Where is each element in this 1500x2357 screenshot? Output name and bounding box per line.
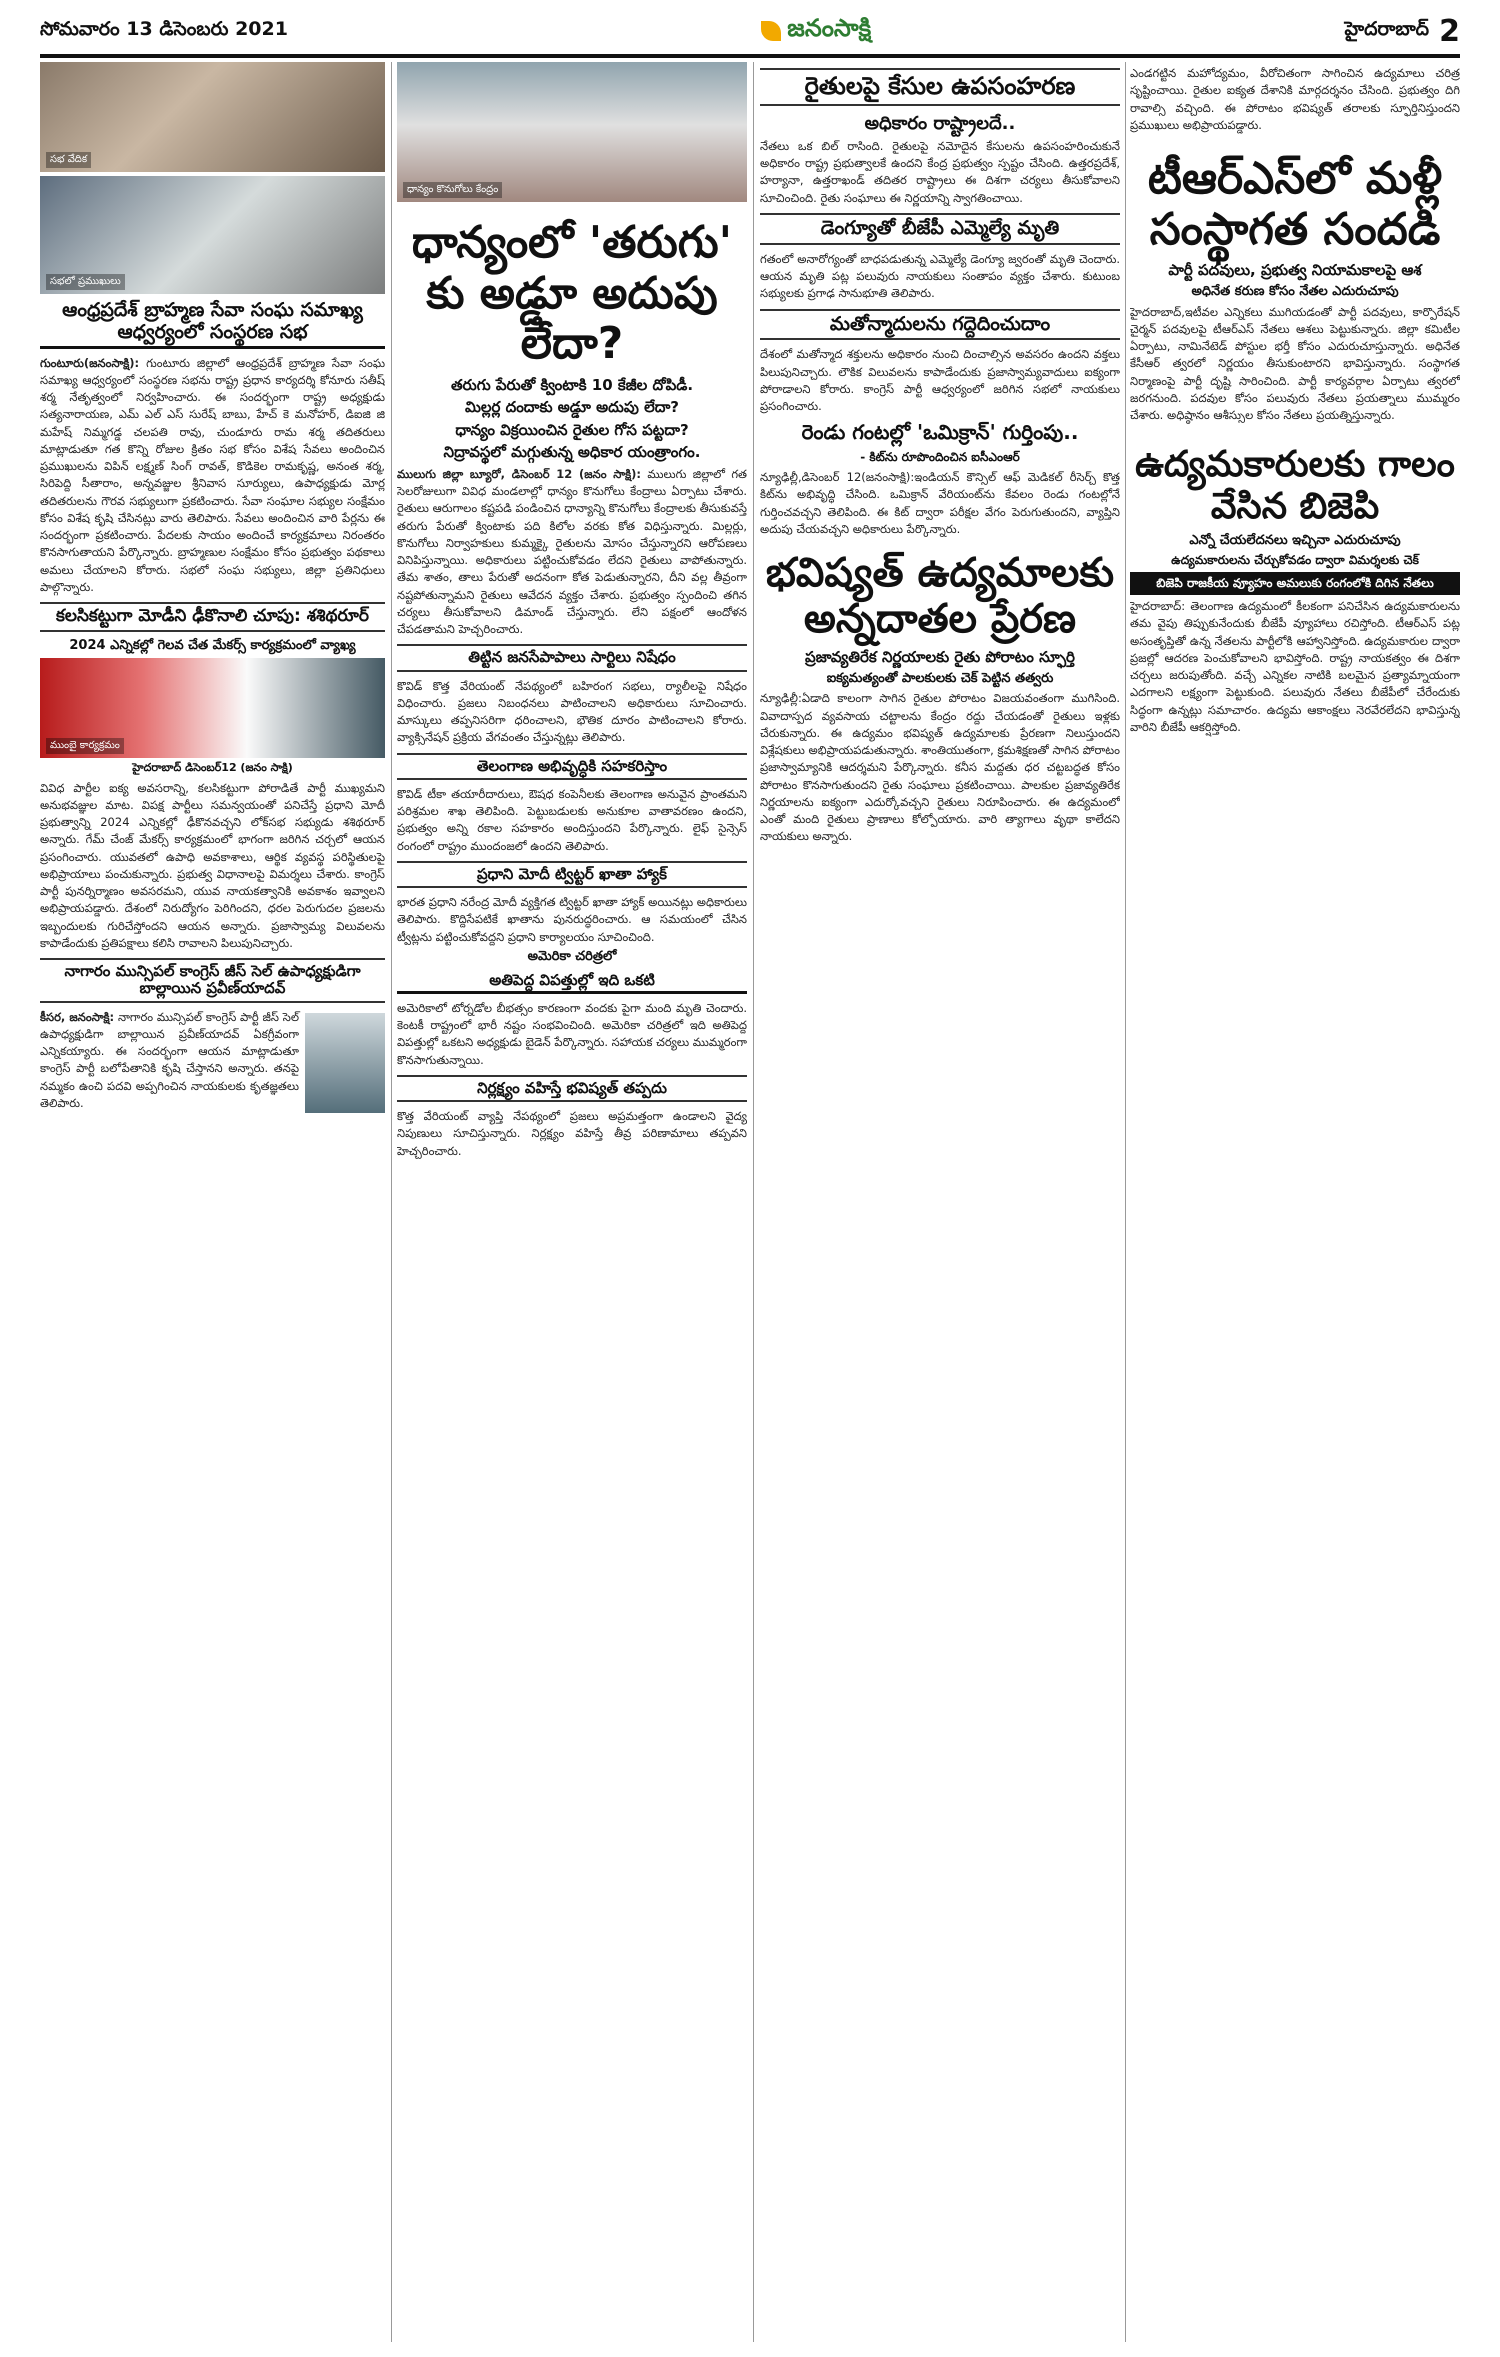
feature-headline: ఉద్యమకారులకు గాలం వేసిన బిజెపి — [1135, 444, 1455, 527]
dateline: కీసర, జనంసాక్షి: — [40, 1009, 115, 1024]
column-rule — [391, 62, 392, 2342]
lead-subhead-3: ధాన్యం విక్రయించిన రైతుల గోస పట్టదా? — [455, 420, 689, 439]
lead-headline: ధాన్యంలో 'తరుగు' కు అడ్డూ అదుపు లేదా? — [411, 217, 733, 370]
photo-event — [40, 658, 385, 758]
story-body: కొవిడ్ టీకా తయారీదారులు, ఔషధ కంపెనీలకు తెలంగాణ అనువైన ప్రాంతమని పరిశ్రమల శాఖ తెలిపింది. పెట్టుబడులకు అనుకూల వాతావరణం ఉందని, ప్రభుత్వం అన్ని రకాల సహకారం అందిస్తుందని పేర్కొన్నారు. లైఫ్ సైన్సెస్ రంగంలో రాష్ట్రం ముందంజలో ఉందని తెలిపారు. — [397, 786, 747, 853]
column-rule — [753, 62, 754, 2342]
photo-label: ముంబై కార్యక్రమం — [46, 738, 124, 754]
leaf-icon — [761, 21, 781, 41]
story-headline: ఆంధ్రప్రదేశ్ బ్రాహ్మణ సేవా సంఘ సమాఖ్య ఆధ్వర్యంలో సంస్థరణ సభ — [40, 300, 385, 349]
column-4 — [1130, 62, 1460, 2342]
story-body: హైదరాబాద్: తెలంగాణ ఉద్యమంలో కీలకంగా పనిచేసిన ఉద్యమకారులను తమ వైపు తిప్పుకునేందుకు బీజేపీ వ్యూహాలు రచిస్తోంది. టీఆర్ఎస్ పట్ల అసంతృప్తితో ఉన్న నేతలను పార్టీలోకి ఆహ్వానిస్తోంది. ఉద్యమకారుల ద్వారా ప్రజల్లో ఆదరణ పెంచుకోవాలని భావిస్తోంది. రాష్ట్ర నాయకత్వం ఈ దిశగా చర్చలు జరుపుతోంది. వచ్చే ఎన్నికల నాటికి బలమైన ప్రత్యామ్నాయంగా ఎదగాలని లక్ష్యంగా పెట్టుకుంది. పలువురు నేతలు బీజేపీలో చేరేందుకు సిద్ధంగా ఉన్నట్లు సమాచారం. ఉద్యమ ఆకాంక్షలు నెరవేరలేదని భావిస్తున్న వారిని బీజేపీ ఆకర్షిస్తోంది. — [1130, 599, 1460, 734]
column-3 — [760, 62, 1120, 2342]
story-headline: కలసికట్టుగా మోడీని ఢీకొనాలి చూపు: శశిథరూర్ — [40, 602, 385, 632]
story-headline: రెండు గంటల్లో 'ఒమిక్రాన్' గుర్తింపు.. — [801, 420, 1079, 445]
dateline: ములుగు జిల్లా బ్యూరో, డిసెంబర్ 12 (జనం సాక్షి): — [397, 466, 641, 481]
masthead — [40, 8, 1460, 58]
portrait-photo — [305, 1013, 385, 1113]
dateline: గుంటూరు(జనంసాక్షి): — [40, 355, 140, 370]
photo-label: సభ వేదిక — [46, 152, 91, 168]
feature-headline: భవిష్యత్ ఉద్యమాలకు అన్నదాతల ప్రేరణ — [765, 550, 1115, 643]
story-headline: రైతులపై కేసుల ఉపసంహరణ — [760, 68, 1120, 106]
story-body: ఎండగట్టిన మహోద్యమం, వీరోచితంగా సాగించిన ఉద్యమాలు చరిత్ర సృష్టించాయి. రైతుల ఐక్యత దేశానికి మార్గదర్శనం చేసింది. ప్రభుత్వం దిగి రావాల్సి వచ్చింది. ఈ పోరాటం భవిష్యత్ తరాలకు స్ఫూర్తినిస్తుందని ప్రముఖులు అభిప్రాయపడ్డారు. — [1130, 66, 1460, 132]
story-subhead: అధినేత కరుణ కోసం నేతల ఎదురుచూపు — [1191, 283, 1399, 299]
logo-text: జనంసాక్షి — [787, 14, 872, 42]
issue-date: సోమవారం 13 డిసెంబరు 2021 — [40, 17, 288, 40]
story-text: నాగారం మున్సిపల్ కాంగ్రెస్ పార్టీ జీస్ సెల్ ఉపాధ్యక్షుడిగా బాల్లాయిన ప్రవీణ్‌యాదవ్ ఏకగ్రీవంగా ఎన్నికయ్యారు. ఈ సందర్భంగా ఆయన మాట్లాడుతూ కాంగ్రెస్ పార్టీ బలోపేతానికి కృషి చేస్తానని అన్నారు. తనపై నమ్మకం ఉంచి పదవి అప్పగించిన నాయకులకు కృతజ్ఞతలు తెలిపారు. — [40, 1009, 299, 1110]
story-body: భారత ప్రధాని నరేంద్ర మోదీ వ్యక్తిగత ట్విట్టర్ ఖాతా హ్యాక్ అయినట్లు అధికారులు తెలిపారు. కొద్దిసేపటికే ఖాతాను పునరుద్ధరించారు. ఆ సమయంలో చేసిన ట్వీట్లను పట్టించుకోవద్దని ప్రధాని కార్యాలయం సూచించింది. — [397, 895, 747, 944]
city-name: హైదరాబాద్ — [1344, 17, 1430, 40]
story-body: దేశంలో మతోన్మాద శక్తులను అధికారం నుంచి దించాల్సిన అవసరం ఉందని వక్తలు పిలుపునిచ్చారు. లౌకిక విలువలను కాపాడేందుకు ప్రజాస్వామ్యవాదులు ఐక్యంగా పోరాడాలని కోరారు. కాంగ్రెస్ పార్టీ ఆధ్వర్యంలో జరిగిన సభలో నాయకులు ప్రసంగించారు. — [760, 347, 1120, 414]
story-subhead: ఎన్నో చేయలేదనలు ఇచ్చినా ఎదురుచూపు — [1189, 533, 1401, 549]
story-headline: తెలంగాణ అభివృద్ధికి సహకరిస్తాం — [397, 753, 747, 780]
story-headline: డెంగ్యూతో బీజేపీ ఎమ్మెల్యే మృతి — [760, 213, 1120, 245]
story-text: గుంటూరు జిల్లాలో ఆంధ్రప్రదేశ్ బ్రాహ్మణ సేవా సంఘ సమాఖ్య ఆధ్వర్యంలో సంస్థరణ సభను రాష్ట్ర ప్రధాన కార్యదర్శి కోనూరు సతీష్ శర్మ నేతృత్వంలో నిర్వహించారు. ఈ సందర్భంగా రాష్ట్ర అధ్యక్షుడు సత్యనారాయణ, ఎమ్ ఎల్ ఎస్ సురేష్ బాబు, హేచ్ కె మనోహర్, డిఐజి జి మహేష్ నిమ్మగడ్డ చలపతి రావు, చుండూరు రామ శర్మ తదితరులు మాట్లాడుతూ గత కొన్ని రోజుల క్రితం సభ కోసం విశేష సేవలు అందించిన ప్రముఖులను విపిన్ లక్ష్మణ్ సింగ్ రావత్, కొడికెల రామకృష్ణ, అనంత శర్మ, సిరిపెద్ది సీతారాం, అన్నవజ్జుల శ్రీనివాస సూర్యులు, ఉపాధ్యక్షుడు మోర్ల తదితరులను గౌరవ సభ్యులుగా ప్రకటించారు. సేవా సంఘాల సభ్యుల సంక్షేమం కోసం విశేష కృషి చేసినట్లు వారు తెలిపారు. సేవలు అందించిన వారి పేర్లను ఈ సందర్భంగా ప్రకటించారు. పేదలకు సాయం అందించే కార్యక్రమాలు నిరంతరం కొనసాగుతాయని పేర్కొన్నారు. బ్రాహ్మణుల సంక్షేమం కోసం ప్రభుత్వం పథకాలు అమలు చేయాలని కోరారు. సభలో సంఘ సభ్యులు, జిల్లా ప్రతినిధులు పాల్గొన్నారు. — [40, 355, 385, 594]
lead-subhead-1: తరుగు పేరుతో క్వింటాకి 10 కేజీల దోపిడీ. — [450, 375, 694, 394]
story-body: నేతలు ఒక బిల్ రాసింది. రైతులపై నమోదైన కేసులను ఉపసంహరించుకునే అధికారం రాష్ట్ర ప్రభుత్వాలకే ఉందని కేంద్ర ప్రభుత్వం స్పష్టం చేసింది. ఉత్తరప్రదేశ్, హర్యానా, ఉత్తరాఖండ్ తదితర రాష్ట్రాలు ఈ దిశగా చర్యలు తీసుకోవాలని సూచించింది. రైతు సంఘాలు ఈ నిర్ణయాన్ని స్వాగతించాయి. — [760, 138, 1120, 205]
story-body: అమెరికాలో టోర్నడోల బీభత్సం కారణంగా వందకు పైగా మంది మృతి చెందారు. కెంటకీ రాష్ట్రంలో భారీ నష్టం సంభవించింది. అమెరికా చరిత్రలో ఇది అతిపెద్ద విపత్తుల్లో ఒకటని అధ్యక్షుడు బైడెన్ పేర్కొన్నారు. సహాయక చర్యలు ముమ్మరంగా కొనసాగుతున్నాయి. — [397, 1000, 747, 1067]
photo-stage — [40, 62, 385, 172]
story-headline: ప్రధాని మోదీ ట్విట్టర్ ఖాతా హ్యాక్ — [397, 861, 747, 888]
story-body: కొత్త వేరియంట్ వ్యాప్తి నేపథ్యంలో ప్రజలు అప్రమత్తంగా ఉండాలని వైద్య నిపుణులు సూచిస్తున్నారు. నిర్లక్ష్యం వహిస్తే తీవ్ర పరిణామాలు తప్పవని హెచ్చరించారు. — [397, 1109, 747, 1158]
photo-label: సభలో ప్రముఖులు — [46, 274, 125, 290]
story-subhead: ఐక్యమత్యంతో పాలకులకు చెక్ పెట్టిన తత్వరు — [826, 670, 1054, 686]
story-body — [40, 355, 385, 597]
story-subhead: ఉద్యమకారులను చేర్చుకోవడం ద్వారా విమర్శలకు చెక్ — [1171, 553, 1419, 567]
story-body: న్యూఢిల్లీ:ఏడాది కాలంగా సాగిన రైతుల పోరాటం విజయవంతంగా ముగిసింది. వివాదాస్పద వ్యవసాయ చట్టాలను కేంద్రం రద్దు చేయడంతో రైతులు ఇళ్లకు చేరుకున్నారు. ఈ ఉద్యమం భవిష్యత్ ఉద్యమాలకు ప్రేరణగా నిలుస్తుందని విశ్లేషకులు అభిప్రాయపడుతున్నారు. శాంతియుతంగా, క్రమశిక్షణతో సాగిన పోరాటం ప్రజాస్వామ్యానికి ఆదర్శమని పేర్కొన్నారు. కనీస మద్దతు ధర చట్టబద్ధత కోసం పోరాటం కొనసాగుతుందని రైతు సంఘాలు ప్రకటించాయి. పాలకుల ప్రజావ్యతిరేక నిర్ణయాలను ఐక్యంగా ఎదుర్కోవచ్చని రైతులు నిరూపించారు. ఈ ఉద్యమంలో ఎంతో మంది రైతులు ప్రాణాలు కోల్పోయారు. వారి త్యాగాలు వృథా కాలేదని నాయకులు అన్నారు. — [760, 691, 1120, 844]
lead-subhead-2: మిల్లర్ల దందాకు అడ్డూ అదుపు లేదా? — [464, 398, 680, 417]
story-headline: నాగారం మున్సిపల్ కాంగ్రెస్ జీస్ సెల్ ఉపాధ్యక్షుడిగా బాల్లాయిన ప్రవీణ్‌యాదవ్ — [40, 958, 385, 1003]
story-body: వివిధ పార్టీల ఐక్య అవసరాన్ని, కలసికట్టుగా పోరాడితే పార్టీ ముఖ్యమని అనుభవజ్ఞుల మాట. విపక్ష పార్టీలు సమన్వయంతో పనిచేస్తే ప్రధాని మోదీ ప్రభుత్వాన్ని 2024 ఎన్నికల్లో ఢీకొనవచ్చని లోక్‌సభ సభ్యుడు శశిథరూర్ అన్నారు. గేమ్ చేంజ్ మేకర్స్ కార్యక్రమంలో భాగంగా జరిగిన చర్చలో ఆయన ప్రసంగించారు. యువతలో ఉపాధి అవకాశాలు, ఆర్థిక వ్యవస్థ పరిస్థితులపై అభిప్రాయాలు పంచుకున్నారు. ప్రభుత్వ విధానాలపై విమర్శలు చేశారు. కాంగ్రెస్ పార్టీ పునర్నిర్మాణం అవసరమని, యువ నాయకత్వానికి అవకాశం ఇవ్వాలని అభిప్రాయపడ్డారు. దేశంలో నిరుద్యోగం పెరిగిందని, ధరల పెరుగుదల ప్రజలను ఇబ్బందులకు గురిచేస్తోందని ఆయన అన్నారు. ప్రజాస్వామ్య విలువలను కాపాడేందుకు ప్రతిపక్షాలు కలిసి రావాలని పిలుపునిచ్చారు. — [40, 780, 385, 950]
photo-caption: హైదరాబాద్ డిసెంబర్12 (జనం సాక్షి) — [132, 760, 293, 774]
column-rule — [1125, 62, 1126, 2342]
story-subhead: అధికారం రాష్ట్రాలదే.. — [864, 112, 1016, 134]
column-2 — [397, 62, 747, 2342]
newspaper-logo — [761, 14, 871, 48]
story-banner: బిజెపి రాజకీయ వ్యూహం అమలుకు రంగంలోకి దిగిన నేతలు — [1130, 572, 1460, 596]
story-kicker: - కిట్‌ను రూపొందించిన ఐసీఎంఆర్ — [860, 450, 1020, 465]
story-subhead: 2024 ఎన్నికల్లో గెలవ చేత మేకర్స్ కార్యక్రమంలో వ్యాఖ్య — [69, 637, 356, 653]
story-body: కొవిడ్ కొత్త వేరియంట్ నేపథ్యంలో బహిరంగ సభలు, ర్యాలీలపై నిషేధం విధించారు. ప్రజలు నిబంధనలు పాటించాలని అధికారులు సూచించారు. మాస్కులు తప్పనిసరిగా ధరించాలని, భౌతిక దూరం పాటించాలని కోరారు. వ్యాక్సినేషన్ ప్రక్రియ వేగవంతం చేస్తున్నట్లు తెలిపారు. — [397, 678, 747, 745]
edition-city — [1344, 14, 1460, 49]
story-subhead: పార్టీ పదవులు, ప్రభుత్వ నియామకాలపై ఆశ — [1168, 261, 1422, 280]
photo-label: ధాన్యం కొనుగోలు కేంద్రం — [403, 182, 502, 198]
lead-subhead-4: నిద్రావస్థలో మగ్గుతున్న అధికార యంత్రాంగం. — [443, 443, 701, 462]
story-body: న్యూఢిల్లీ,డిసెంబర్ 12(జనంసాక్షి):ఇండియన్ కౌన్సిల్ ఆఫ్ మెడికల్ రీసెర్చ్ కొత్త కిట్‌ను అభివృద్ధి చేసింది. ఒమిక్రాన్ వేరియంట్‌ను కేవలం రెండు గంటల్లోనే గుర్తించవచ్చని తెలిపింది. ఈ కిట్ ద్వారా పరీక్షల వేగం పెరుగుతుందని, వ్యాప్తిని అదుపు చేయవచ్చని అధికారులు పేర్కొన్నారు. — [760, 470, 1120, 536]
story-text: ములుగు జిల్లాలో గత సెలరోజులుగా వివిధ మండలాల్లో ధాన్యం కొనుగోలు కేంద్రాలు ఏర్పాటు చేశారు. రైతులు ఆరుగాలం కష్టపడి పండించిన ధాన్యాన్ని కొనుగోలు కేంద్రాలకు తీసుకువస్తే తరుగు పేరుతో క్వింటాకు పది కిలోల వరకు కోత విధిస్తున్నారు. మిల్లర్లు, కొనుగోలు నిర్వాహకులు కుమ్మక్కై రైతులను మోసం చేస్తున్నారని ఆరోపణలు వినిపిస్తున్నాయి. అధికారులు పట్టించుకోవడం లేదని రైతులు వాపోతున్నారు. తేమ శాతం, తాలు పేరుతో అదనంగా కోత పెడుతున్నారని, దీని వల్ల తీవ్రంగా నష్టపోతున్నామని రైతులు ఆవేదన వ్యక్తం చేశారు. ప్రభుత్వం స్పందించి తగిన చర్యలు తీసుకోవాలని డిమాండ్ చేస్తున్నారు. లేని పక్షంలో ఆందోళన చేపడతామని హెచ్చరించారు. — [397, 466, 747, 637]
story-body — [397, 466, 747, 639]
photo-grain — [397, 62, 747, 202]
page-number: 2 — [1439, 13, 1460, 49]
story-body: గతంలో అనారోగ్యంతో బాధపడుతున్న ఎమ్మెల్యే డెంగ్యూ జ్వరంతో మృతి చెందారు. ఆయన మృతి పట్ల పలువురు నాయకులు సంతాపం వ్యక్తం చేశారు. కుటుంబ సభ్యులకు ప్రగాఢ సానుభూతి తెలిపారు. — [760, 251, 1120, 301]
story-headline: మతోన్మాదులను గద్దెదించుదాం — [760, 309, 1120, 341]
photo-dignitaries — [40, 176, 385, 294]
column-1 — [40, 62, 385, 2342]
story-headline: అతిపెద్ద విపత్తుల్లో ఇది ఒకటి — [397, 972, 747, 994]
story-headline: తిట్టిన జనసేపాపాలు సార్టిలు నిషేధం — [397, 644, 747, 671]
story-body: హైదరాబాద్,ఇటీవల ఎన్నికలు ముగియడంతో పార్టీ పదవులు, కార్పొరేషన్ చైర్మన్ పదవులపై టీఆర్ఎస్ నేతలు ఆశలు పెట్టుకున్నారు. జిల్లా కమిటీల ఏర్పాటు, నామినేటెడ్ పోస్టుల భర్తీ కోసం ఎదురుచూస్తున్నారు. అధినేత కేసీఆర్ త్వరలో నిర్ణయం తీసుకుంటారని భావిస్తున్నారు. సంస్థాగత నిర్మాణంపై పార్టీ దృష్టి సారించింది. పార్టీ కార్యవర్గాల ఏర్పాటు త్వరలో జరగనుంది. పదవుల కోసం పలువురు నేతలు ప్రయత్నాలు ముమ్మరం చేశారు. అధిష్ఠానం ఆశీస్సుల కోసం నేతలు ప్రయత్నిస్తున్నారు. — [1130, 304, 1460, 423]
story-headline: నిర్లక్ష్యం వహిస్తే భవిష్యత్ తప్పదు — [397, 1075, 747, 1102]
feature-headline: టీఆర్ఎస్‌లో మళ్లీ సంస్థాగత సందడి — [1147, 153, 1443, 255]
story-kicker: అమెరికా చరిత్రలో — [527, 948, 617, 964]
story-subhead: ప్రజావ్యతిరేక నిర్ణయాలకు రైతు పోరాటం స్ఫూర్తి — [805, 648, 1075, 667]
